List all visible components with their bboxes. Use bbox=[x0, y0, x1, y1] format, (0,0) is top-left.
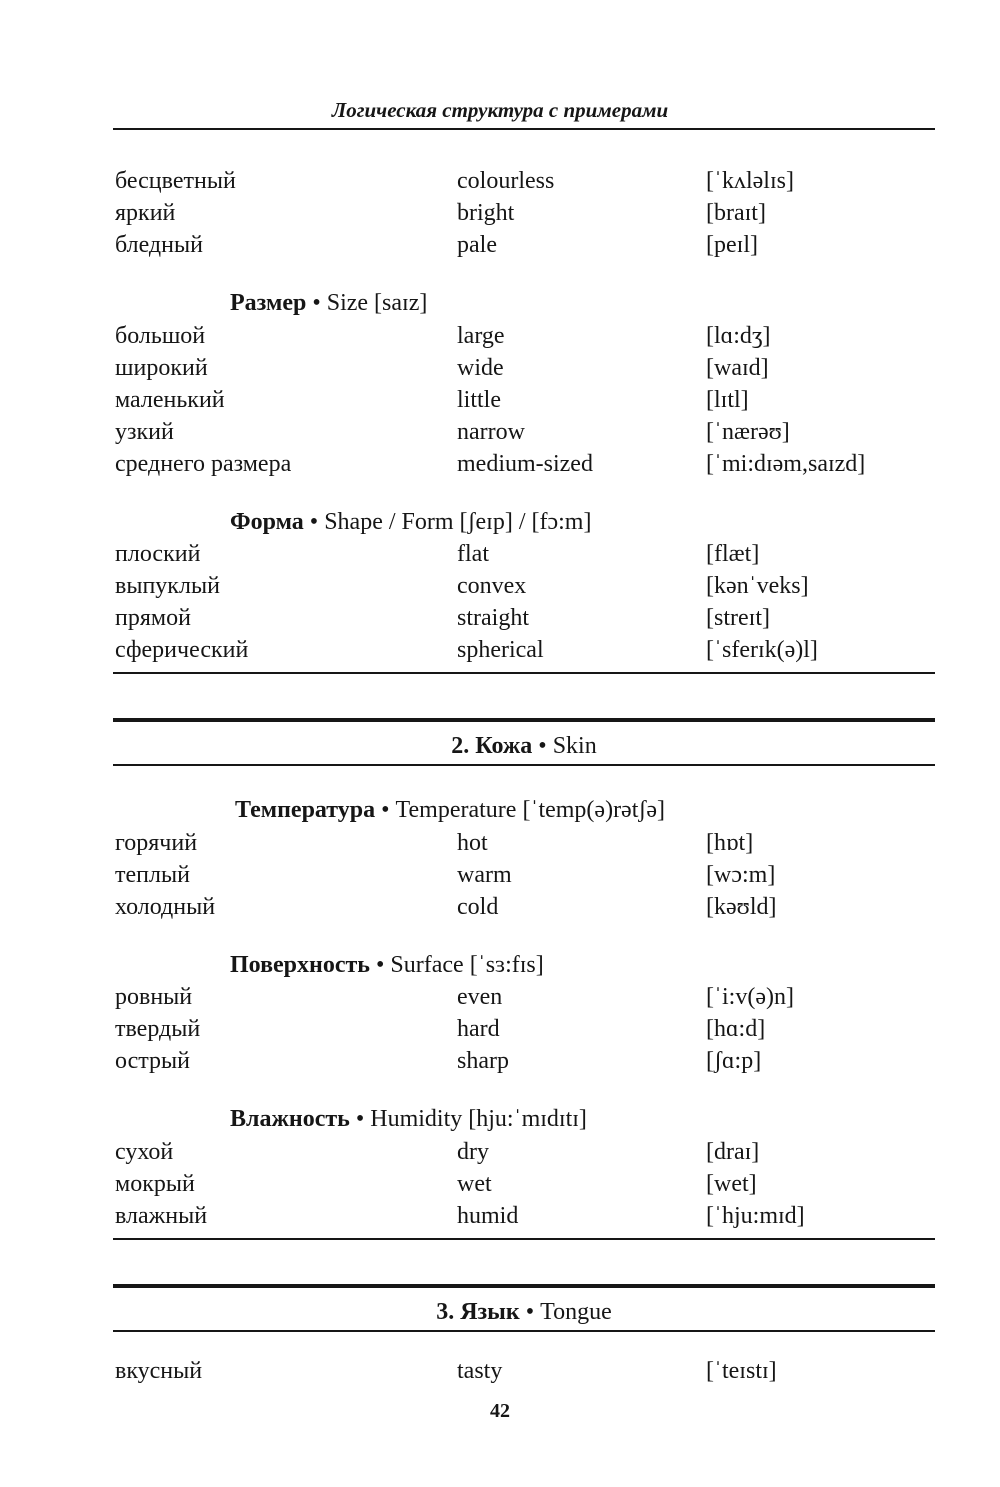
section-title-tongue bbox=[113, 1296, 935, 1328]
section-end-rule bbox=[113, 672, 935, 674]
bullet: • bbox=[381, 797, 390, 823]
bullet: • bbox=[525, 1299, 535, 1325]
bullet: • bbox=[312, 290, 321, 316]
subheading-transcription: [hju:ˈmɪdɪtɪ] bbox=[468, 1106, 587, 1132]
running-head: Логическая структура с примерами bbox=[331, 98, 669, 122]
word-transcription: [kənˈveks] bbox=[706, 573, 809, 599]
word-russian: холодный bbox=[115, 894, 216, 920]
vocab-row bbox=[0, 352, 1000, 384]
word-english: dry bbox=[457, 1139, 489, 1165]
word-english: narrow bbox=[457, 419, 525, 445]
vocab-row bbox=[0, 1168, 1000, 1200]
word-english: warm bbox=[457, 862, 512, 888]
section-bottom-rule bbox=[113, 764, 935, 766]
vocab-row bbox=[0, 1013, 1000, 1045]
section-title-russian: 3. Язык bbox=[436, 1299, 520, 1325]
word-english: convex bbox=[457, 573, 527, 599]
word-russian: бесцветный bbox=[115, 168, 236, 194]
section-title-english: Skin bbox=[552, 733, 597, 759]
word-transcription: [ˈmi:dɪəm,saɪzd] bbox=[706, 451, 866, 477]
word-english: straight bbox=[457, 605, 529, 631]
word-transcription: [wet] bbox=[706, 1171, 757, 1197]
subheading-temperature bbox=[235, 794, 665, 826]
vocab-row bbox=[0, 1355, 1000, 1387]
word-transcription: [ˈsferɪk(ə)l] bbox=[706, 637, 818, 663]
vocab-row bbox=[0, 1136, 1000, 1168]
word-russian: теплый bbox=[115, 862, 190, 888]
word-english: flat bbox=[457, 541, 489, 567]
word-russian: мокрый bbox=[115, 1171, 195, 1197]
word-transcription: [peɪl] bbox=[706, 232, 758, 258]
word-transcription: [lɑ:dʒ] bbox=[706, 323, 771, 349]
header-rule bbox=[113, 128, 935, 130]
word-russian: яркий bbox=[115, 200, 176, 226]
word-english: wide bbox=[457, 355, 504, 381]
word-transcription: [hɒt] bbox=[706, 830, 754, 856]
bullet: • bbox=[309, 509, 319, 535]
section-title-skin bbox=[113, 730, 935, 762]
word-transcription: [ˈkʌləlɪs] bbox=[706, 168, 794, 194]
vocab-row bbox=[0, 634, 1000, 666]
word-english: bright bbox=[457, 200, 515, 226]
subheading-english: Size bbox=[326, 290, 369, 316]
vocab-row bbox=[0, 570, 1000, 602]
subheading-english: Temperature bbox=[395, 797, 517, 823]
word-english: hard bbox=[457, 1016, 500, 1042]
vocab-row bbox=[0, 859, 1000, 891]
subheading-transcription: [saɪz] bbox=[374, 290, 428, 316]
subheading-russian: Поверхность bbox=[230, 952, 370, 978]
word-transcription: [hɑ:d] bbox=[706, 1016, 766, 1042]
vocab-row bbox=[0, 602, 1000, 634]
subheading-english: Shape / Form bbox=[324, 509, 454, 535]
word-transcription: [draɪ] bbox=[706, 1139, 760, 1165]
word-russian: маленький bbox=[115, 387, 225, 413]
word-transcription: [kəʊld] bbox=[706, 894, 777, 920]
section-end-rule bbox=[113, 1238, 935, 1240]
word-english: spherical bbox=[457, 637, 544, 663]
section-bottom-rule bbox=[113, 1330, 935, 1332]
word-english: little bbox=[457, 387, 501, 413]
vocab-row bbox=[0, 827, 1000, 859]
word-transcription: [ˈhju:mɪd] bbox=[706, 1203, 805, 1229]
page-number: 42 bbox=[490, 1400, 510, 1422]
word-transcription: [ˈteɪstɪ] bbox=[706, 1358, 777, 1384]
subheading-english: Surface bbox=[390, 952, 464, 978]
section-title-english: Tongue bbox=[540, 1299, 612, 1325]
subheading-english: Humidity bbox=[370, 1106, 463, 1132]
subheading-russian: Температура bbox=[235, 797, 376, 823]
word-russian: вкусный bbox=[115, 1358, 203, 1384]
vocab-row bbox=[0, 320, 1000, 352]
subheading-surface bbox=[230, 949, 544, 981]
word-english: large bbox=[457, 323, 505, 349]
word-russian: влажный bbox=[115, 1203, 208, 1229]
vocab-row bbox=[0, 981, 1000, 1013]
word-transcription: [ˈnærəʊ] bbox=[706, 419, 790, 445]
subheading-transcription: [ˈsɜ:fɪs] bbox=[469, 952, 544, 978]
word-russian: ровный bbox=[115, 984, 193, 1010]
word-english: tasty bbox=[457, 1358, 503, 1384]
word-russian: выпуклый bbox=[115, 573, 220, 599]
vocab-row bbox=[0, 538, 1000, 570]
vocab-row bbox=[0, 448, 1000, 480]
word-english: humid bbox=[457, 1203, 519, 1229]
word-english: cold bbox=[457, 894, 499, 920]
vocab-row bbox=[0, 416, 1000, 448]
subheading-shape bbox=[230, 506, 591, 538]
vocab-row bbox=[0, 197, 1000, 229]
section-top-rule bbox=[113, 1284, 935, 1288]
vocab-row bbox=[0, 891, 1000, 923]
word-english: even bbox=[457, 984, 503, 1010]
word-russian: большой bbox=[115, 323, 206, 349]
word-russian: острый bbox=[115, 1048, 190, 1074]
subheading-humidity bbox=[230, 1103, 587, 1135]
word-transcription: [ˈi:v(ə)n] bbox=[706, 984, 794, 1010]
vocab-row bbox=[0, 229, 1000, 261]
word-russian: узкий bbox=[115, 419, 174, 445]
subheading-transcription: [ʃeɪp] / [fɔ:m] bbox=[459, 509, 592, 535]
word-transcription: [braɪt] bbox=[706, 200, 766, 226]
vocab-row bbox=[0, 1045, 1000, 1077]
word-english: sharp bbox=[457, 1048, 509, 1074]
word-english: colourless bbox=[457, 168, 555, 194]
word-russian: бледный bbox=[115, 232, 203, 258]
subheading-russian: Размер bbox=[230, 290, 307, 316]
word-transcription: [lɪtl] bbox=[706, 387, 749, 413]
vocab-row bbox=[0, 1200, 1000, 1232]
vocab-row bbox=[0, 165, 1000, 197]
word-russian: прямой bbox=[115, 605, 191, 631]
subheading-transcription: [ˈtemp(ə)rətʃə] bbox=[522, 797, 666, 823]
subheading-russian: Влажность bbox=[230, 1106, 350, 1132]
word-russian: среднего размера bbox=[115, 451, 292, 477]
word-russian: твердый bbox=[115, 1016, 201, 1042]
word-transcription: [streɪt] bbox=[706, 605, 770, 631]
word-russian: широкий bbox=[115, 355, 208, 381]
section-title-russian: 2. Кожа bbox=[451, 733, 533, 759]
word-english: hot bbox=[457, 830, 488, 856]
word-russian: плоский bbox=[115, 541, 201, 567]
word-russian: горячий bbox=[115, 830, 198, 856]
subheading-size bbox=[230, 287, 427, 319]
section-top-rule bbox=[113, 718, 935, 722]
bullet: • bbox=[376, 952, 385, 978]
word-transcription: [wɔ:m] bbox=[706, 862, 776, 888]
bullet: • bbox=[355, 1106, 365, 1132]
word-transcription: [ʃɑ:p] bbox=[706, 1048, 762, 1074]
subheading-russian: Форма bbox=[230, 509, 304, 535]
word-russian: сухой bbox=[115, 1139, 174, 1165]
word-english: medium-sized bbox=[457, 451, 593, 477]
word-english: wet bbox=[457, 1171, 492, 1197]
word-transcription: [flæt] bbox=[706, 541, 760, 567]
vocab-row bbox=[0, 384, 1000, 416]
word-transcription: [waɪd] bbox=[706, 355, 769, 381]
bullet: • bbox=[538, 733, 547, 759]
word-russian: сферический bbox=[115, 637, 249, 663]
word-english: pale bbox=[457, 232, 497, 258]
